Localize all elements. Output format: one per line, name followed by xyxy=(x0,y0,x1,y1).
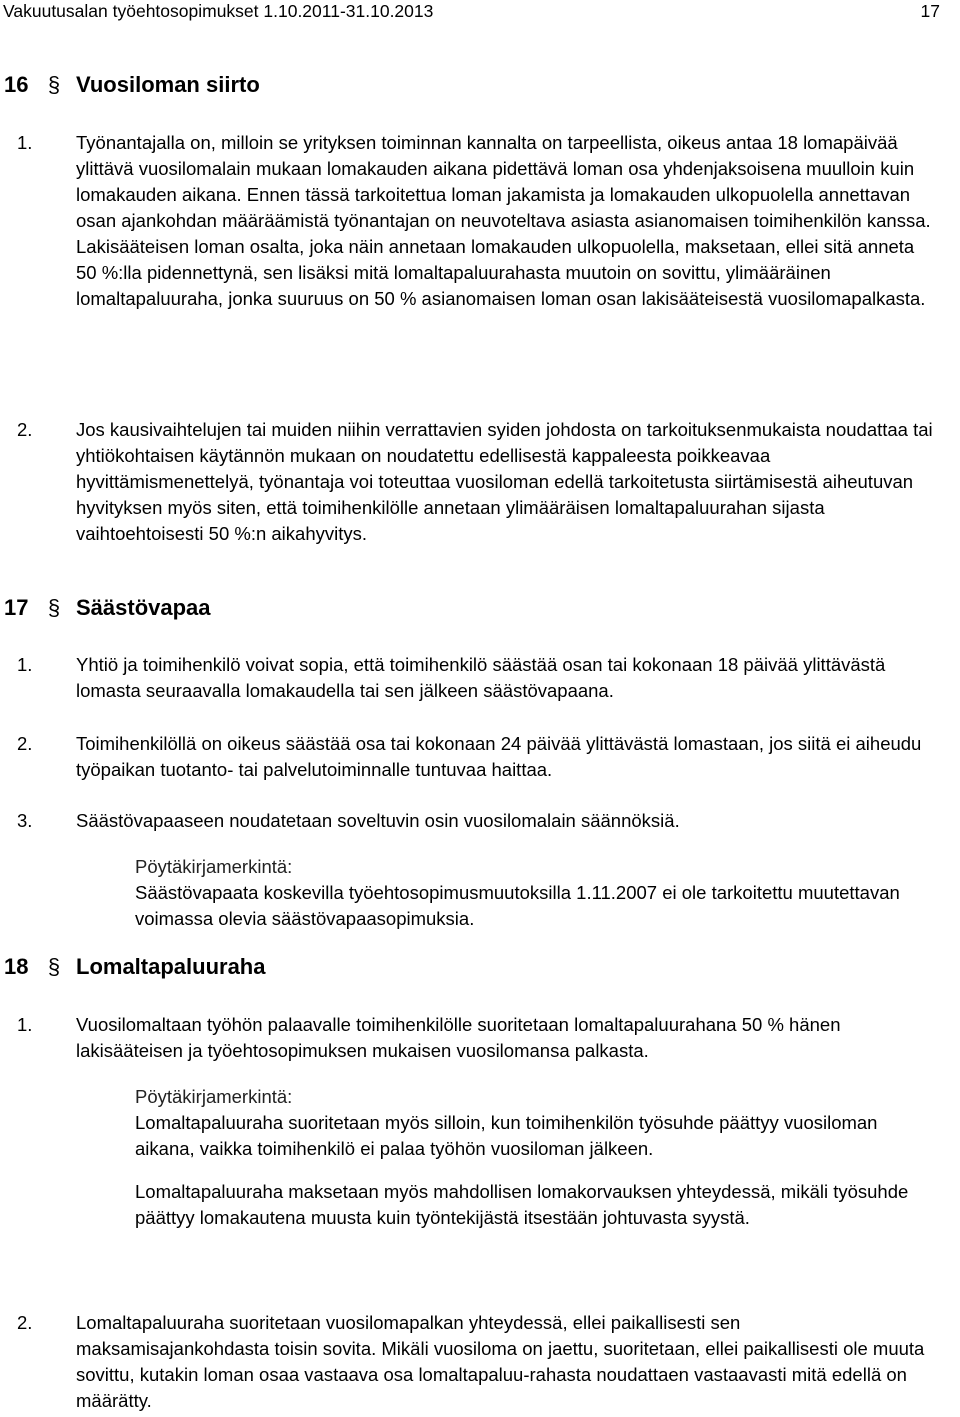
note-text: Lomaltapaluuraha suoritetaan myös silloin, kun toimihenkilön työsuhde päättyy vuosiloman aikana, vaikka toimihenkilö ei palaa työhön vuosiloman jälkeen. xyxy=(135,1112,878,1159)
section-sign-icon: § xyxy=(47,954,61,979)
paragraph-number: 1. xyxy=(17,654,33,675)
section-heading-18: 18 § Lomaltapaluuraha xyxy=(4,954,266,979)
paragraph-17-1 xyxy=(17,652,937,704)
section-sign-icon: § xyxy=(47,595,61,620)
section-title: Säästövapaa xyxy=(76,595,211,620)
paragraph-number: 2. xyxy=(17,733,33,754)
paragraph-text: Lomaltapaluuraha suoritetaan vuosilomapalkan yhteydessä, ellei paikallisesti sen maksamisajankohdasta toisin sovita. Mikäli vuosiloma on jaettu, suoritetaan, ellei paikallisesti ole muuta sovittu, kutakin loman osaa vastaava osa lomaltapaluu-rahasta noudattaen vastaavasti mitä edellä on määrätty. xyxy=(76,1312,925,1411)
paragraph-text: Säästövapaaseen noudatetaan soveltuvin osin vuosilomalain säännöksiä. xyxy=(76,810,680,831)
section-sign-icon: § xyxy=(47,72,61,97)
protocol-note-17 xyxy=(135,854,935,932)
paragraph-18-2 xyxy=(17,1310,937,1414)
paragraph-number: 3. xyxy=(17,810,33,831)
page-number: 17 xyxy=(920,1,940,21)
paragraph-18-1 xyxy=(17,1012,937,1064)
paragraph-text: Vuosilomaltaan työhön palaavalle toimihenkilölle suoritetaan lomaltapaluurahana 50 % hänen lakisääteisen ja työehtosopimuksen mukaisen vuosilomansa palkasta. xyxy=(76,1014,841,1061)
paragraph-number: 1. xyxy=(17,1014,33,1035)
paragraph-number: 2. xyxy=(17,1312,33,1333)
page-header xyxy=(3,0,940,22)
document-title: Vakuutusalan työehtosopimukset 1.10.2011-31.10.2013 xyxy=(3,1,434,21)
note-text: Säästövapaata koskevilla työehtosopimusmuutoksilla 1.11.2007 ei ole tarkoitettu muutettavan voimassa olevia säästövapaasopimuksia. xyxy=(135,882,900,929)
note-label: Pöytäkirjamerkintä: xyxy=(135,856,293,877)
section-heading-16: 16 § Vuosiloman siirto xyxy=(4,72,260,97)
paragraph-17-3 xyxy=(17,808,937,834)
paragraph-text: Toimihenkilöllä on oikeus säästää osa tai kokonaan 24 päivää ylittävästä lomastaan, jos siitä ei aiheudu työpaikan tuotanto- tai palvelutoiminnalle tuntuvaa haittaa. xyxy=(76,733,922,780)
paragraph-16-1 xyxy=(17,130,937,312)
note-text: Lomaltapaluuraha maksetaan myös mahdollisen lomakorvauksen yhteydessä, mikäli työsuhde päättyy lomakautena muusta kuin työntekijästä itsestään johtuvasta syystä. xyxy=(135,1181,909,1228)
paragraph-text: Yhtiö ja toimihenkilö voivat sopia, että toimihenkilö säästää osan tai kokonaan 18 päivää ylittävästä lomasta seuraavalla lomakaudella tai sen jälkeen säästövapaana. xyxy=(76,654,886,701)
note-label: Pöytäkirjamerkintä: xyxy=(135,1086,293,1107)
protocol-note-18 xyxy=(135,1084,935,1231)
paragraph-text: Jos kausivaihtelujen tai muiden niihin verrattavien syiden johdosta on tarkoituksenmukaista noudattaa tai yhtiökohtaisen käytännön mukaan on noudatettu edellisestä kappaleesta poikkeavaa hyvittämismenettelyä, työnantaja voi toteuttaa vuosiloman edellä tarkoitetusta siirtämisestä aiheutuvan hyvityksen myös siten, että toimihenkilölle annetaan ylimääräisen lomaltapaluurahan sijasta vaihtoehtoisesti 50 %:n aikahyvitys. xyxy=(76,419,933,544)
section-title: Vuosiloman siirto xyxy=(76,72,260,97)
paragraph-17-2 xyxy=(17,731,937,783)
paragraph-16-2 xyxy=(17,417,937,547)
paragraph-text: Työnantajalla on, milloin se yrityksen toiminnan kannalta on tarpeellista, oikeus antaa 18 lomapäivää ylittävä vuosilomalain mukaan lomakauden aikana pidettävä loman osa yhdenjaksoisena muulloin kuin lomakauden aikana. Ennen tässä tarkoitettua loman jakamista ja lomakauden ulkopuolella annettavan osan ajankohdan määräämistä työnantajan on neuvoteltava asiasta asianomaisen toimihenkilön kanssa. Lakisääteisen loman osalta, joka näin annetaan lomakauden ulkopuolella, maksetaan, ellei sitä anneta 50 %:lla pidennettynä, sen lisäksi mitä lomaltapaluurahasta muutoin on sovittu, ylimääräinen lomaltapaluuraha, jonka suuruus on 50 % asianomaisen loman osan lakisääteisestä vuosilomapalkasta. xyxy=(76,132,931,309)
paragraph-number: 1. xyxy=(17,132,33,153)
section-title: Lomaltapaluuraha xyxy=(76,954,266,979)
section-heading-17: 17 § Säästövapaa xyxy=(4,595,211,620)
paragraph-number: 2. xyxy=(17,419,33,440)
